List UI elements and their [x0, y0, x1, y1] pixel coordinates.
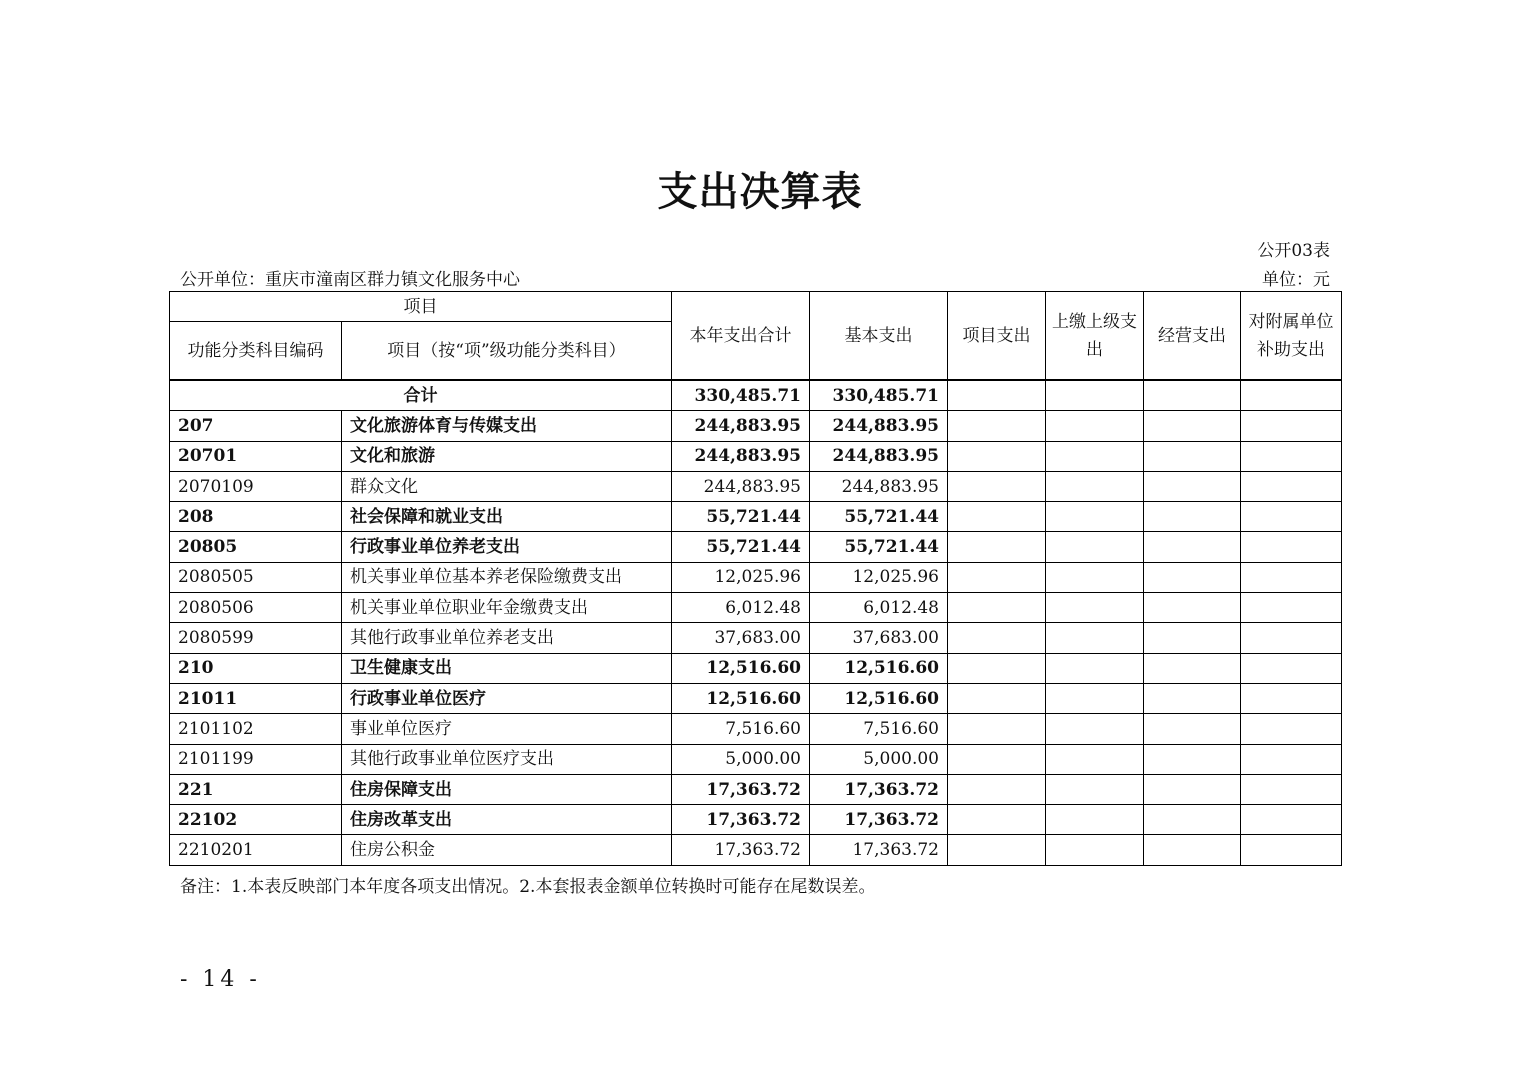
- name-cell: 群众文化: [342, 471, 672, 501]
- header-business: 经营支出: [1144, 292, 1241, 381]
- code-cell: 2080506: [170, 593, 342, 623]
- subsidy-cell: [1241, 653, 1342, 683]
- business-cell: [1144, 502, 1241, 532]
- project-cell: [948, 653, 1046, 683]
- table-row: [170, 653, 1342, 683]
- business-cell: [1144, 774, 1241, 804]
- project-cell: [948, 593, 1046, 623]
- total-cell: 6,012.48: [672, 593, 810, 623]
- basic-cell: 55,721.44: [810, 502, 948, 532]
- code-cell: 2070109: [170, 471, 342, 501]
- upper-cell: [1046, 502, 1144, 532]
- table-row: [170, 835, 1342, 865]
- total-cell: 5,000.00: [672, 744, 810, 774]
- upper-cell: [1046, 411, 1144, 441]
- code-cell: 22102: [170, 805, 342, 835]
- table-body: [170, 380, 1342, 865]
- table-row: [170, 411, 1342, 441]
- subsidy-cell: [1241, 714, 1342, 744]
- basic-cell: 17,363.72: [810, 805, 948, 835]
- business-cell: [1144, 714, 1241, 744]
- table-row: [170, 471, 1342, 501]
- code-cell: 2101199: [170, 744, 342, 774]
- table-row: [170, 593, 1342, 623]
- project-cell: [948, 471, 1046, 501]
- code-cell: 2080599: [170, 623, 342, 653]
- subsidy-cell: [1241, 683, 1342, 713]
- project-cell: [948, 441, 1046, 471]
- business-cell: [1144, 532, 1241, 562]
- project-cell: [948, 805, 1046, 835]
- subsidy-cell: [1241, 562, 1342, 592]
- header-total: 本年支出合计: [672, 292, 810, 381]
- code-cell: 207: [170, 411, 342, 441]
- code-cell: 210: [170, 653, 342, 683]
- basic-cell: 244,883.95: [810, 441, 948, 471]
- upper-cell: [1046, 532, 1144, 562]
- basic-cell: 244,883.95: [810, 471, 948, 501]
- name-cell: 其他行政事业单位医疗支出: [342, 744, 672, 774]
- basic-cell: 7,516.60: [810, 714, 948, 744]
- name-cell: 行政事业单位养老支出: [342, 532, 672, 562]
- business-cell: [1144, 653, 1241, 683]
- table-row: [170, 774, 1342, 804]
- total-amount: 330,485.71: [672, 380, 810, 411]
- business-cell: [1144, 593, 1241, 623]
- business-cell: [1144, 411, 1241, 441]
- header-item-group: 项目: [170, 292, 672, 322]
- table-row: [170, 683, 1342, 713]
- table-row: [170, 502, 1342, 532]
- total-cell: 37,683.00: [672, 623, 810, 653]
- upper-cell: [1046, 441, 1144, 471]
- subsidy-cell: [1241, 835, 1342, 865]
- name-cell: 住房公积金: [342, 835, 672, 865]
- table-row: [170, 805, 1342, 835]
- total-cell: 17,363.72: [672, 774, 810, 804]
- subsidy-cell: [1241, 774, 1342, 804]
- total-cell: 244,883.95: [672, 441, 810, 471]
- project-cell: [948, 835, 1046, 865]
- total-cell: 55,721.44: [672, 532, 810, 562]
- code-cell: 20701: [170, 441, 342, 471]
- footnote: 备注：1.本表反映部门本年度各项支出情况。2.本套报表金额单位转换时可能存在尾数误差。: [180, 877, 876, 897]
- page-number: - 14 -: [180, 967, 261, 992]
- upper-cell: [1046, 562, 1144, 592]
- basic-cell: 37,683.00: [810, 623, 948, 653]
- subsidy-cell: [1241, 441, 1342, 471]
- total-label: 合计: [170, 380, 672, 411]
- total-cell: 17,363.72: [672, 835, 810, 865]
- upper-cell: [1046, 683, 1144, 713]
- total-cell: 55,721.44: [672, 502, 810, 532]
- name-cell: 文化旅游体育与传媒支出: [342, 411, 672, 441]
- business-cell: [1144, 441, 1241, 471]
- subsidy-cell: [1241, 623, 1342, 653]
- name-cell: 住房保障支出: [342, 774, 672, 804]
- code-cell: 20805: [170, 532, 342, 562]
- subsidy-cell: [1241, 532, 1342, 562]
- business-cell: [1144, 471, 1241, 501]
- project-cell: [948, 683, 1046, 713]
- total-cell: 7,516.60: [672, 714, 810, 744]
- basic-cell: 244,883.95: [810, 411, 948, 441]
- business-cell: [1144, 683, 1241, 713]
- total-cell: 12,516.60: [672, 683, 810, 713]
- basic-cell: 5,000.00: [810, 744, 948, 774]
- basic-cell: 55,721.44: [810, 532, 948, 562]
- upper-cell: [1046, 653, 1144, 683]
- basic-cell: 12,025.96: [810, 562, 948, 592]
- table-row: [170, 623, 1342, 653]
- business-cell: [1144, 562, 1241, 592]
- name-cell: 文化和旅游: [342, 441, 672, 471]
- name-cell: 机关事业单位职业年金缴费支出: [342, 593, 672, 623]
- table-row: [170, 744, 1342, 774]
- table-row: [170, 562, 1342, 592]
- subsidy-cell: [1241, 744, 1342, 774]
- business-cell: [1144, 805, 1241, 835]
- code-cell: 2210201: [170, 835, 342, 865]
- table-row: [170, 714, 1342, 744]
- name-cell: 事业单位医疗: [342, 714, 672, 744]
- total-cell: 244,883.95: [672, 471, 810, 501]
- subsidy-cell: [1241, 471, 1342, 501]
- upper-cell: [1046, 805, 1144, 835]
- currency-unit-label: 单位：元: [1262, 270, 1330, 290]
- name-cell: 卫生健康支出: [342, 653, 672, 683]
- total-cell: 12,025.96: [672, 562, 810, 592]
- upper-cell: [1046, 593, 1144, 623]
- subsidy-cell: [1241, 805, 1342, 835]
- upper-cell: [1046, 774, 1144, 804]
- code-cell: 208: [170, 502, 342, 532]
- basic-cell: 12,516.60: [810, 683, 948, 713]
- upper-cell: [1046, 744, 1144, 774]
- code-cell: 2101102: [170, 714, 342, 744]
- table-row: [170, 441, 1342, 471]
- upper-cell: [1046, 835, 1144, 865]
- upper-cell: [1046, 623, 1144, 653]
- basic-cell: 17,363.72: [810, 774, 948, 804]
- total-row: [170, 380, 1342, 411]
- code-cell: 221: [170, 774, 342, 804]
- organization-label: 公开单位：重庆市潼南区群力镇文化服务中心: [180, 270, 520, 290]
- project-cell: [948, 744, 1046, 774]
- expenditure-table: [169, 291, 1342, 866]
- table-row: [170, 532, 1342, 562]
- code-cell: 21011: [170, 683, 342, 713]
- project-cell: [948, 562, 1046, 592]
- basic-cell: 6,012.48: [810, 593, 948, 623]
- project-cell: [948, 411, 1046, 441]
- name-cell: 其他行政事业单位养老支出: [342, 623, 672, 653]
- header-upper: 上缴上级支出: [1046, 292, 1144, 381]
- project-cell: [948, 532, 1046, 562]
- total-basic: 330,485.71: [810, 380, 948, 411]
- business-cell: [1144, 744, 1241, 774]
- subsidy-cell: [1241, 502, 1342, 532]
- name-cell: 住房改革支出: [342, 805, 672, 835]
- upper-cell: [1046, 714, 1144, 744]
- project-cell: [948, 623, 1046, 653]
- subsidy-cell: [1241, 411, 1342, 441]
- header-subsidy: 对附属单位补助支出: [1241, 292, 1342, 381]
- basic-cell: 12,516.60: [810, 653, 948, 683]
- form-number: 公开03表: [1257, 241, 1330, 261]
- business-cell: [1144, 835, 1241, 865]
- project-cell: [948, 774, 1046, 804]
- subsidy-cell: [1241, 593, 1342, 623]
- name-cell: 机关事业单位基本养老保险缴费支出: [342, 562, 672, 592]
- total-cell: 12,516.60: [672, 653, 810, 683]
- header-code: 功能分类科目编码: [170, 322, 342, 381]
- project-cell: [948, 502, 1046, 532]
- upper-cell: [1046, 471, 1144, 501]
- header-project: 项目支出: [948, 292, 1046, 381]
- header-basic: 基本支出: [810, 292, 948, 381]
- total-cell: 17,363.72: [672, 805, 810, 835]
- project-cell: [948, 714, 1046, 744]
- name-cell: 行政事业单位医疗: [342, 683, 672, 713]
- basic-cell: 17,363.72: [810, 835, 948, 865]
- name-cell: 社会保障和就业支出: [342, 502, 672, 532]
- page-title: 支出决算表: [657, 168, 863, 215]
- business-cell: [1144, 623, 1241, 653]
- code-cell: 2080505: [170, 562, 342, 592]
- header-name: 项目（按“项”级功能分类科目）: [342, 322, 672, 381]
- total-cell: 244,883.95: [672, 411, 810, 441]
